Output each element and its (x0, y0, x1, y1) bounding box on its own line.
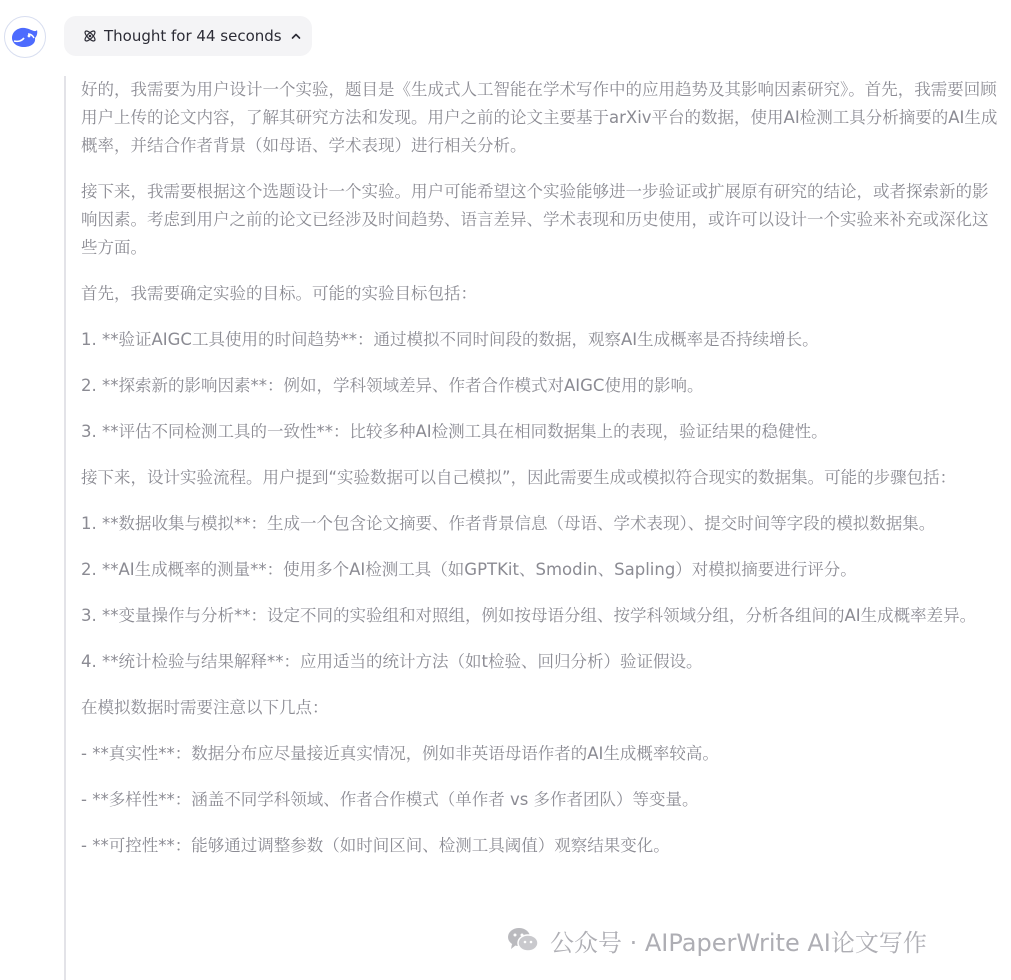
whale-logo-icon (10, 25, 40, 49)
thought-paragraph: 2. **AI生成概率的测量**：使用多个AI检测工具（如GPTKit、Smodin、Sapling）对模拟摘要进行评分。 (81, 560, 857, 579)
thought-paragraph: - **可控性**：能够通过调整参数（如时间区间、检测工具阈值）观察结果变化。 (81, 836, 670, 855)
thought-paragraph: 3. **评估不同检测工具的一致性**：比较多种AI检测工具在相同数据集上的表现，验证结果的稳健性。 (81, 422, 828, 441)
chevron-up-icon (290, 30, 302, 42)
thought-paragraph: 4. **统计检验与结果解释**：应用适当的统计方法（如t检验、回归分析）验证假设。 (81, 652, 703, 671)
thought-paragraph: 首先，我需要确定实验的目标。可能的实验目标包括： (81, 284, 477, 303)
thought-paragraph: 接下来，我需要根据这个选题设计一个实验。用户可能希望这个实验能够进一步验证或扩展原有研究的结论，或者探索新的影响因素。考虑到用户之前的论文已经涉及时间趋势、语言差异、学术表现和历史使用，或许可以设计一个实验来补充或深化这些方面。 (81, 182, 989, 257)
thought-paragraph: 接下来，设计实验流程。用户提到“实验数据可以自己模拟”，因此需要生成或模拟符合现实的数据集。可能的步骤包括： (81, 468, 957, 487)
atom-icon (82, 28, 98, 44)
watermark-text: 公众号 · AIPaperWrite AI论文写作 (550, 928, 927, 957)
thought-paragraph: 2. **探索新的影响因素**：例如，学科领域差异、作者合作模式对AIGC使用的影响。 (81, 376, 704, 395)
thought-toggle-button[interactable] (64, 16, 312, 56)
thought-paragraph: 1. **验证AIGC工具使用的时间趋势**：通过模拟不同时间段的数据，观察AI生成概率是否持续增长。 (81, 330, 819, 349)
thought-paragraph: - **多样性**：涵盖不同学科领域、作者合作模式（单作者 vs 多作者团队）等变量。 (81, 790, 699, 809)
thought-content (64, 76, 1004, 980)
thought-paragraph: 3. **变量操作与分析**：设定不同的实验组和对照组，例如按母语分组、按学科领域分组，分析各组间的AI生成概率差异。 (81, 606, 977, 625)
thought-duration-label: Thought for 44 seconds (104, 27, 282, 45)
thought-paragraph: 好的，我需要为用户设计一个实验，题目是《生成式人工智能在学术写作中的应用趋势及其影响因素研究》。首先，我需要回顾用户上传的论文内容，了解其研究方法和发现。用户之前的论文主要基于arXiv平台的数据，使用AI检测工具分析摘要的AI生成概率，并结合作者背景（如母语、学术表现）进行相关分析。 (81, 80, 998, 155)
assistant-avatar (4, 16, 46, 58)
wechat-icon (506, 925, 540, 955)
thought-paragraph: 在模拟数据时需要注意以下几点： (81, 698, 329, 717)
thought-paragraph: - **真实性**：数据分布应尽量接近真实情况，例如非英语母语作者的AI生成概率较高。 (81, 744, 719, 763)
watermark (506, 920, 927, 960)
thought-paragraph: 1. **数据收集与模拟**：生成一个包含论文摘要、作者背景信息（母语、学术表现）、提交时间等字段的模拟数据集。 (81, 514, 936, 533)
